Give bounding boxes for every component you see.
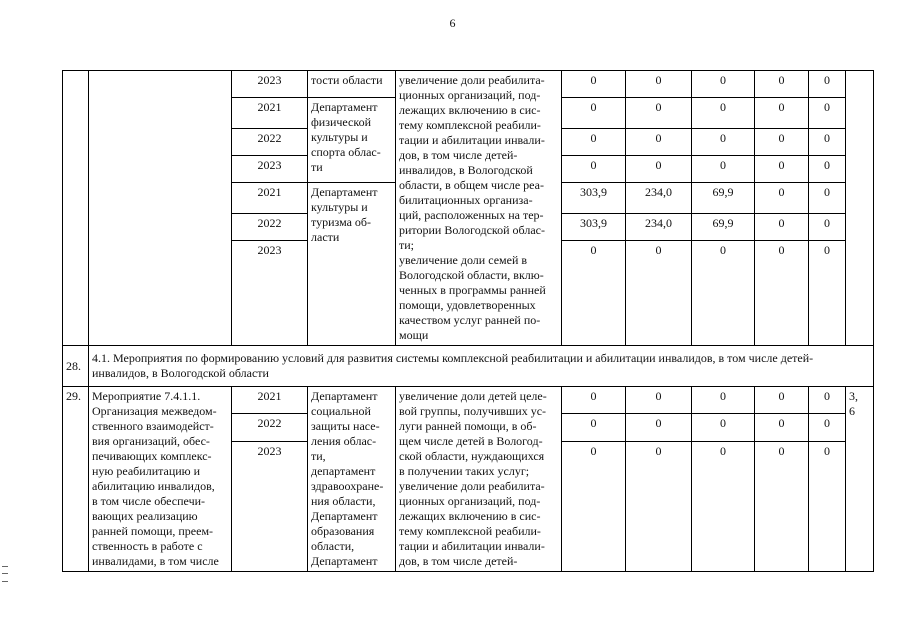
table-row xyxy=(63,71,874,98)
department-cell: Департамент физической культуры и спорта облас- ти xyxy=(308,98,396,183)
value-cell: 0 xyxy=(809,441,846,571)
value-cell: 0 xyxy=(562,414,626,441)
section-title-cell: 4.1. Мероприятия по формированию условий для развития системы комплексной реабилитации и абилитации инвалидов, в том числе детей-инвалидов, в Вологодской области xyxy=(89,346,874,387)
value-cell: 303,9 xyxy=(562,183,626,214)
value-cell: 0 xyxy=(692,129,755,156)
department-cell: Департамент социальной защиты насе- ления облас- ти, департамент здравоохране- ния области, Департамент образования области, Департамент xyxy=(308,387,396,572)
value-cell: 303,9 xyxy=(562,214,626,241)
value-cell: 0 xyxy=(626,71,692,98)
value-cell: 0 xyxy=(562,441,626,571)
value-cell: 0 xyxy=(626,414,692,441)
year-cell: 2022 xyxy=(232,129,308,156)
year-cell: 2021 xyxy=(232,98,308,129)
value-cell: 0 xyxy=(626,241,692,346)
scan-edge-mark xyxy=(2,566,8,582)
value-cell: 0 xyxy=(626,387,692,414)
value-cell: 0 xyxy=(692,156,755,183)
value-cell: 0 xyxy=(809,129,846,156)
value-cell: 0 xyxy=(755,183,809,214)
department-cell: тости области xyxy=(308,71,396,98)
activity-cell xyxy=(89,71,232,346)
value-cell: 0 xyxy=(562,156,626,183)
value-cell: 0 xyxy=(755,71,809,98)
value-cell: 0 xyxy=(809,156,846,183)
value-cell: 0 xyxy=(692,387,755,414)
year-cell: 2021 xyxy=(232,387,308,414)
value-cell: 0 xyxy=(562,129,626,156)
reference-cell: 3, 6 xyxy=(846,387,874,572)
year-cell: 2022 xyxy=(232,214,308,241)
value-cell: 0 xyxy=(562,98,626,129)
section-row xyxy=(63,346,874,387)
year-cell: 2023 xyxy=(232,156,308,183)
value-cell: 0 xyxy=(809,241,846,346)
value-cell: 0 xyxy=(755,214,809,241)
reference-cell xyxy=(846,71,874,346)
value-cell: 0 xyxy=(809,98,846,129)
value-cell: 0 xyxy=(626,441,692,571)
indicator-cell: увеличение доли реабилита- ционных организаций, под- лежащих включению в сис- тему комплексной реабили- тации и абилитации инвали- дов, в том числе детей- инвалидов, в Вологодской области, в общем числе реа- билитационных организа- ций, расположенных на тер- ритории Вологодской облас- ти; увеличение доли семей в Вологодской области, вклю- ченных в программы ранней помощи, удовлетворенных качеством услуг ранней по- мощи xyxy=(396,71,562,346)
value-cell: 0 xyxy=(692,71,755,98)
value-cell: 0 xyxy=(626,156,692,183)
table-row xyxy=(63,387,874,414)
value-cell: 69,9 xyxy=(692,183,755,214)
value-cell: 0 xyxy=(626,98,692,129)
value-cell: 0 xyxy=(809,414,846,441)
value-cell: 0 xyxy=(755,241,809,346)
value-cell: 0 xyxy=(755,156,809,183)
department-cell: Департамент культуры и туризма об- ласти xyxy=(308,183,396,346)
value-cell: 0 xyxy=(755,98,809,129)
value-cell: 234,0 xyxy=(626,214,692,241)
value-cell: 0 xyxy=(809,183,846,214)
year-cell: 2022 xyxy=(232,414,308,441)
year-cell: 2021 xyxy=(232,183,308,214)
value-cell: 0 xyxy=(809,387,846,414)
value-cell: 0 xyxy=(692,98,755,129)
value-cell: 0 xyxy=(562,387,626,414)
indicator-cell: увеличение доли детей целе- вой группы, получивших ус- луги ранней помощи, в об- щем числе детей в Вологод- ской области, нуждающихся в получении таких услуг; увеличение доли реабилита- ционных организаций, под- лежащих включению в сис- тему комплексной реабили- тации и абилитации инвали- дов, в том числе детей- xyxy=(396,387,562,572)
value-cell: 0 xyxy=(755,441,809,571)
page-number: 6 xyxy=(449,16,456,30)
value-cell: 0 xyxy=(562,241,626,346)
year-cell: 2023 xyxy=(232,71,308,98)
program-activities-table xyxy=(62,70,874,572)
value-cell: 69,9 xyxy=(692,214,755,241)
value-cell: 0 xyxy=(562,71,626,98)
value-cell: 0 xyxy=(626,129,692,156)
activity-cell: Мероприятие 7.4.1.1. Организация межведом- ственного взаимодейст- вия организаций, обес- печивающих комплекс- ную реабилитацию и абилитацию инвалидов, в том числе обеспечи- вающих реализацию ранней помощи, преем- ственность в работе с инвалидами, в том числе xyxy=(89,387,232,572)
value-cell: 0 xyxy=(692,241,755,346)
value-cell: 0 xyxy=(692,414,755,441)
row-number-cell: 29. xyxy=(63,387,89,572)
value-cell: 0 xyxy=(755,129,809,156)
row-number-cell: 28. xyxy=(63,346,89,387)
row-number-cell xyxy=(63,71,89,346)
value-cell: 0 xyxy=(755,414,809,441)
year-cell: 2023 xyxy=(232,441,308,571)
value-cell: 0 xyxy=(809,71,846,98)
year-cell: 2023 xyxy=(232,241,308,346)
value-cell: 0 xyxy=(755,387,809,414)
value-cell: 234,0 xyxy=(626,183,692,214)
value-cell: 0 xyxy=(809,214,846,241)
value-cell: 0 xyxy=(692,441,755,571)
